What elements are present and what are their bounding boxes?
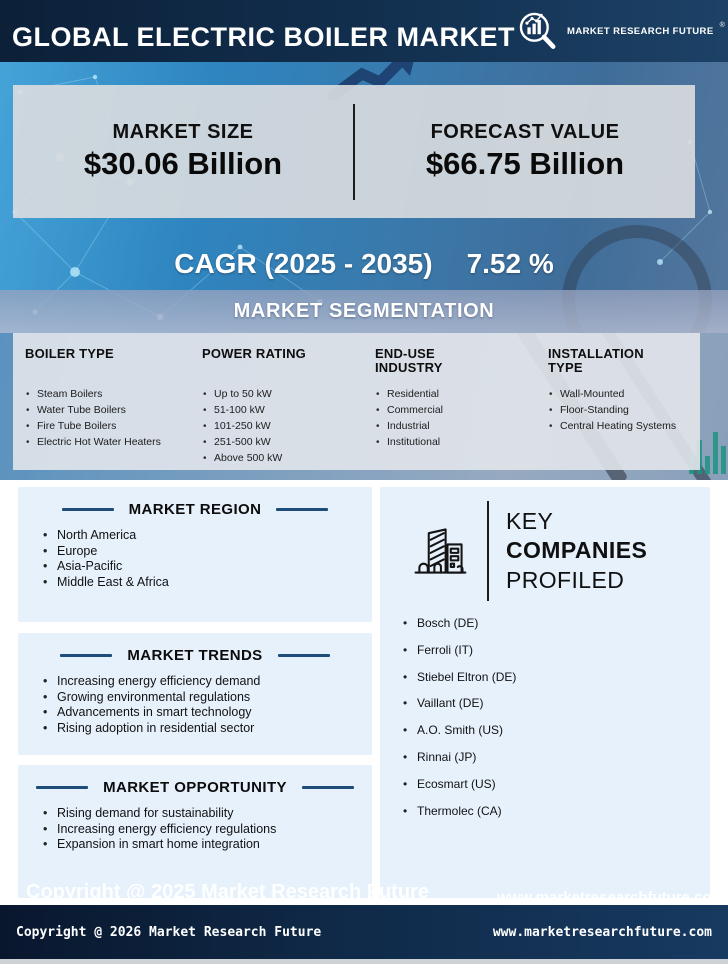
company-item: • Ecosmart (US) bbox=[402, 776, 710, 792]
watermark-copyright: Copyright @ 2025 Market Research Future bbox=[26, 881, 429, 903]
region-list bbox=[18, 528, 372, 590]
list-item: • Europe bbox=[42, 544, 372, 560]
list-item: • Increasing energy efficiency demand bbox=[42, 674, 372, 690]
list-item: • Asia-Pacific bbox=[42, 559, 372, 575]
companies-divider bbox=[487, 501, 489, 601]
segment-item: • Central Heating Systems bbox=[548, 421, 700, 432]
key-companies-card bbox=[380, 487, 710, 898]
list-item: • Advancements in smart technology bbox=[42, 705, 372, 721]
title-dash-right bbox=[302, 786, 354, 790]
segment-item: • Fire Tube Boilers bbox=[25, 421, 202, 432]
footer-copyright: Copyright @ 2026 Market Research Future bbox=[16, 924, 322, 940]
segment-heading: BOILER TYPE bbox=[25, 346, 114, 361]
segment-item: • Residential bbox=[375, 389, 548, 400]
card-header bbox=[18, 779, 372, 796]
company-item: • Rinnai (JP) bbox=[402, 749, 710, 765]
segment-item: • Up to 50 kW bbox=[202, 389, 375, 400]
companies-header bbox=[380, 487, 710, 601]
companies-title-line2: COMPANIES bbox=[506, 537, 648, 564]
segment-list bbox=[202, 389, 375, 464]
segment-item: • 51-100 kW bbox=[202, 405, 375, 416]
segment-item: • Water Tube Boilers bbox=[25, 405, 202, 416]
segment-column-boiler-type bbox=[25, 347, 202, 470]
company-item: • Stiebel Eltron (DE) bbox=[402, 669, 710, 685]
market-trends-card bbox=[18, 633, 372, 755]
segment-list bbox=[375, 389, 548, 448]
forecast-value-value: $66.75 Billion bbox=[425, 146, 625, 181]
market-region-title: MARKET REGION bbox=[128, 501, 262, 518]
segment-list bbox=[25, 389, 202, 448]
footer-website-link[interactable]: www.marketresearchfuture.com bbox=[492, 924, 712, 940]
stats-panel bbox=[13, 85, 695, 218]
company-item: • Bosch (DE) bbox=[402, 615, 710, 631]
market-size-value: $30.06 Billion bbox=[83, 146, 283, 181]
segmentation-title: MARKET SEGMENTATION bbox=[233, 300, 495, 322]
segment-item: • 251-500 kW bbox=[202, 437, 375, 448]
segment-item: • Wall-Mounted bbox=[548, 389, 700, 400]
page-title: GLOBAL ELECTRIC BOILER MARKET bbox=[12, 21, 515, 52]
market-opportunity-card bbox=[18, 765, 372, 898]
brand-logo bbox=[515, 9, 725, 53]
forecast-value-label: FORECAST VALUE bbox=[430, 121, 620, 143]
brand-name: MARKET RESEARCH FUTURE bbox=[567, 25, 714, 37]
footer-bar bbox=[0, 905, 728, 959]
segment-list bbox=[548, 389, 700, 432]
companies-title-line3: PROFILED bbox=[506, 566, 625, 593]
company-item: • Ferroli (IT) bbox=[402, 642, 710, 658]
list-item: • Middle East & Africa bbox=[42, 575, 372, 591]
market-trends-title: MARKET TRENDS bbox=[127, 647, 263, 664]
stats-divider bbox=[353, 104, 355, 200]
market-size-label: MARKET SIZE bbox=[112, 121, 254, 143]
list-item: • Expansion in smart home integration bbox=[42, 837, 372, 853]
companies-list bbox=[380, 615, 710, 819]
title-dash-left bbox=[62, 508, 114, 512]
segment-item: • Floor-Standing bbox=[548, 405, 700, 416]
list-item: • Increasing energy efficiency regulations bbox=[42, 822, 372, 838]
market-opportunity-title: MARKET OPPORTUNITY bbox=[103, 779, 287, 796]
watermark-website: www.marketresearchfuture.com bbox=[497, 889, 725, 906]
title-dash-left bbox=[36, 786, 88, 790]
segment-item: • Industrial bbox=[375, 421, 548, 432]
list-item: • North America bbox=[42, 528, 372, 544]
segment-item: • 101-250 kW bbox=[202, 421, 375, 432]
trends-list bbox=[18, 674, 372, 736]
segment-item: • Commercial bbox=[375, 405, 548, 416]
segment-column-installation-type bbox=[548, 347, 700, 470]
segment-column-power-rating bbox=[202, 347, 375, 470]
forecast-value-block bbox=[355, 121, 695, 182]
segment-column-end-use-industry bbox=[375, 347, 548, 470]
list-item: • Growing environmental regulations bbox=[42, 690, 372, 706]
right-column bbox=[380, 487, 710, 905]
title-dash-right bbox=[278, 654, 330, 658]
mrfr-magnifier-chart-icon bbox=[515, 9, 561, 53]
segmentation-title-strip bbox=[0, 290, 728, 333]
segment-item: • Electric Hot Water Heaters bbox=[25, 437, 202, 448]
companies-title-line1: KEY bbox=[506, 507, 554, 534]
building-icon bbox=[410, 522, 470, 580]
segment-item: • Above 500 kW bbox=[202, 453, 375, 464]
details-section bbox=[0, 480, 728, 905]
cagr-value: 7.52 % bbox=[466, 248, 554, 279]
segment-item: • Steam Boilers bbox=[25, 389, 202, 400]
company-item: • Vaillant (DE) bbox=[402, 695, 710, 711]
list-item: • Rising demand for sustainability bbox=[42, 806, 372, 822]
list-item: • Rising adoption in residential sector bbox=[42, 721, 372, 737]
card-header bbox=[18, 647, 372, 664]
title-dash-left bbox=[60, 654, 112, 658]
market-size-block bbox=[13, 121, 353, 182]
title-dash-right bbox=[276, 508, 328, 512]
hero-section bbox=[0, 62, 728, 333]
cagr-row bbox=[0, 248, 728, 280]
company-item: • A.O. Smith (US) bbox=[402, 722, 710, 738]
segmentation-panel bbox=[13, 333, 700, 470]
segment-heading: POWER RATING bbox=[202, 346, 306, 361]
segment-heading: END-USE INDUSTRY bbox=[375, 346, 443, 375]
registered-mark: ® bbox=[719, 21, 725, 29]
market-region-card bbox=[18, 487, 372, 622]
cagr-label: CAGR (2025 - 2035) bbox=[174, 248, 433, 279]
card-header bbox=[18, 501, 372, 518]
segment-item: • Institutional bbox=[375, 437, 548, 448]
companies-title bbox=[506, 507, 647, 596]
left-column bbox=[18, 487, 372, 905]
segmentation-section bbox=[0, 333, 728, 480]
header-bar bbox=[0, 0, 728, 62]
company-item: • Thermolec (CA) bbox=[402, 803, 710, 819]
opportunity-list bbox=[18, 806, 372, 853]
segment-heading: INSTALLATION TYPE bbox=[548, 346, 644, 375]
bottom-strip bbox=[0, 959, 728, 964]
